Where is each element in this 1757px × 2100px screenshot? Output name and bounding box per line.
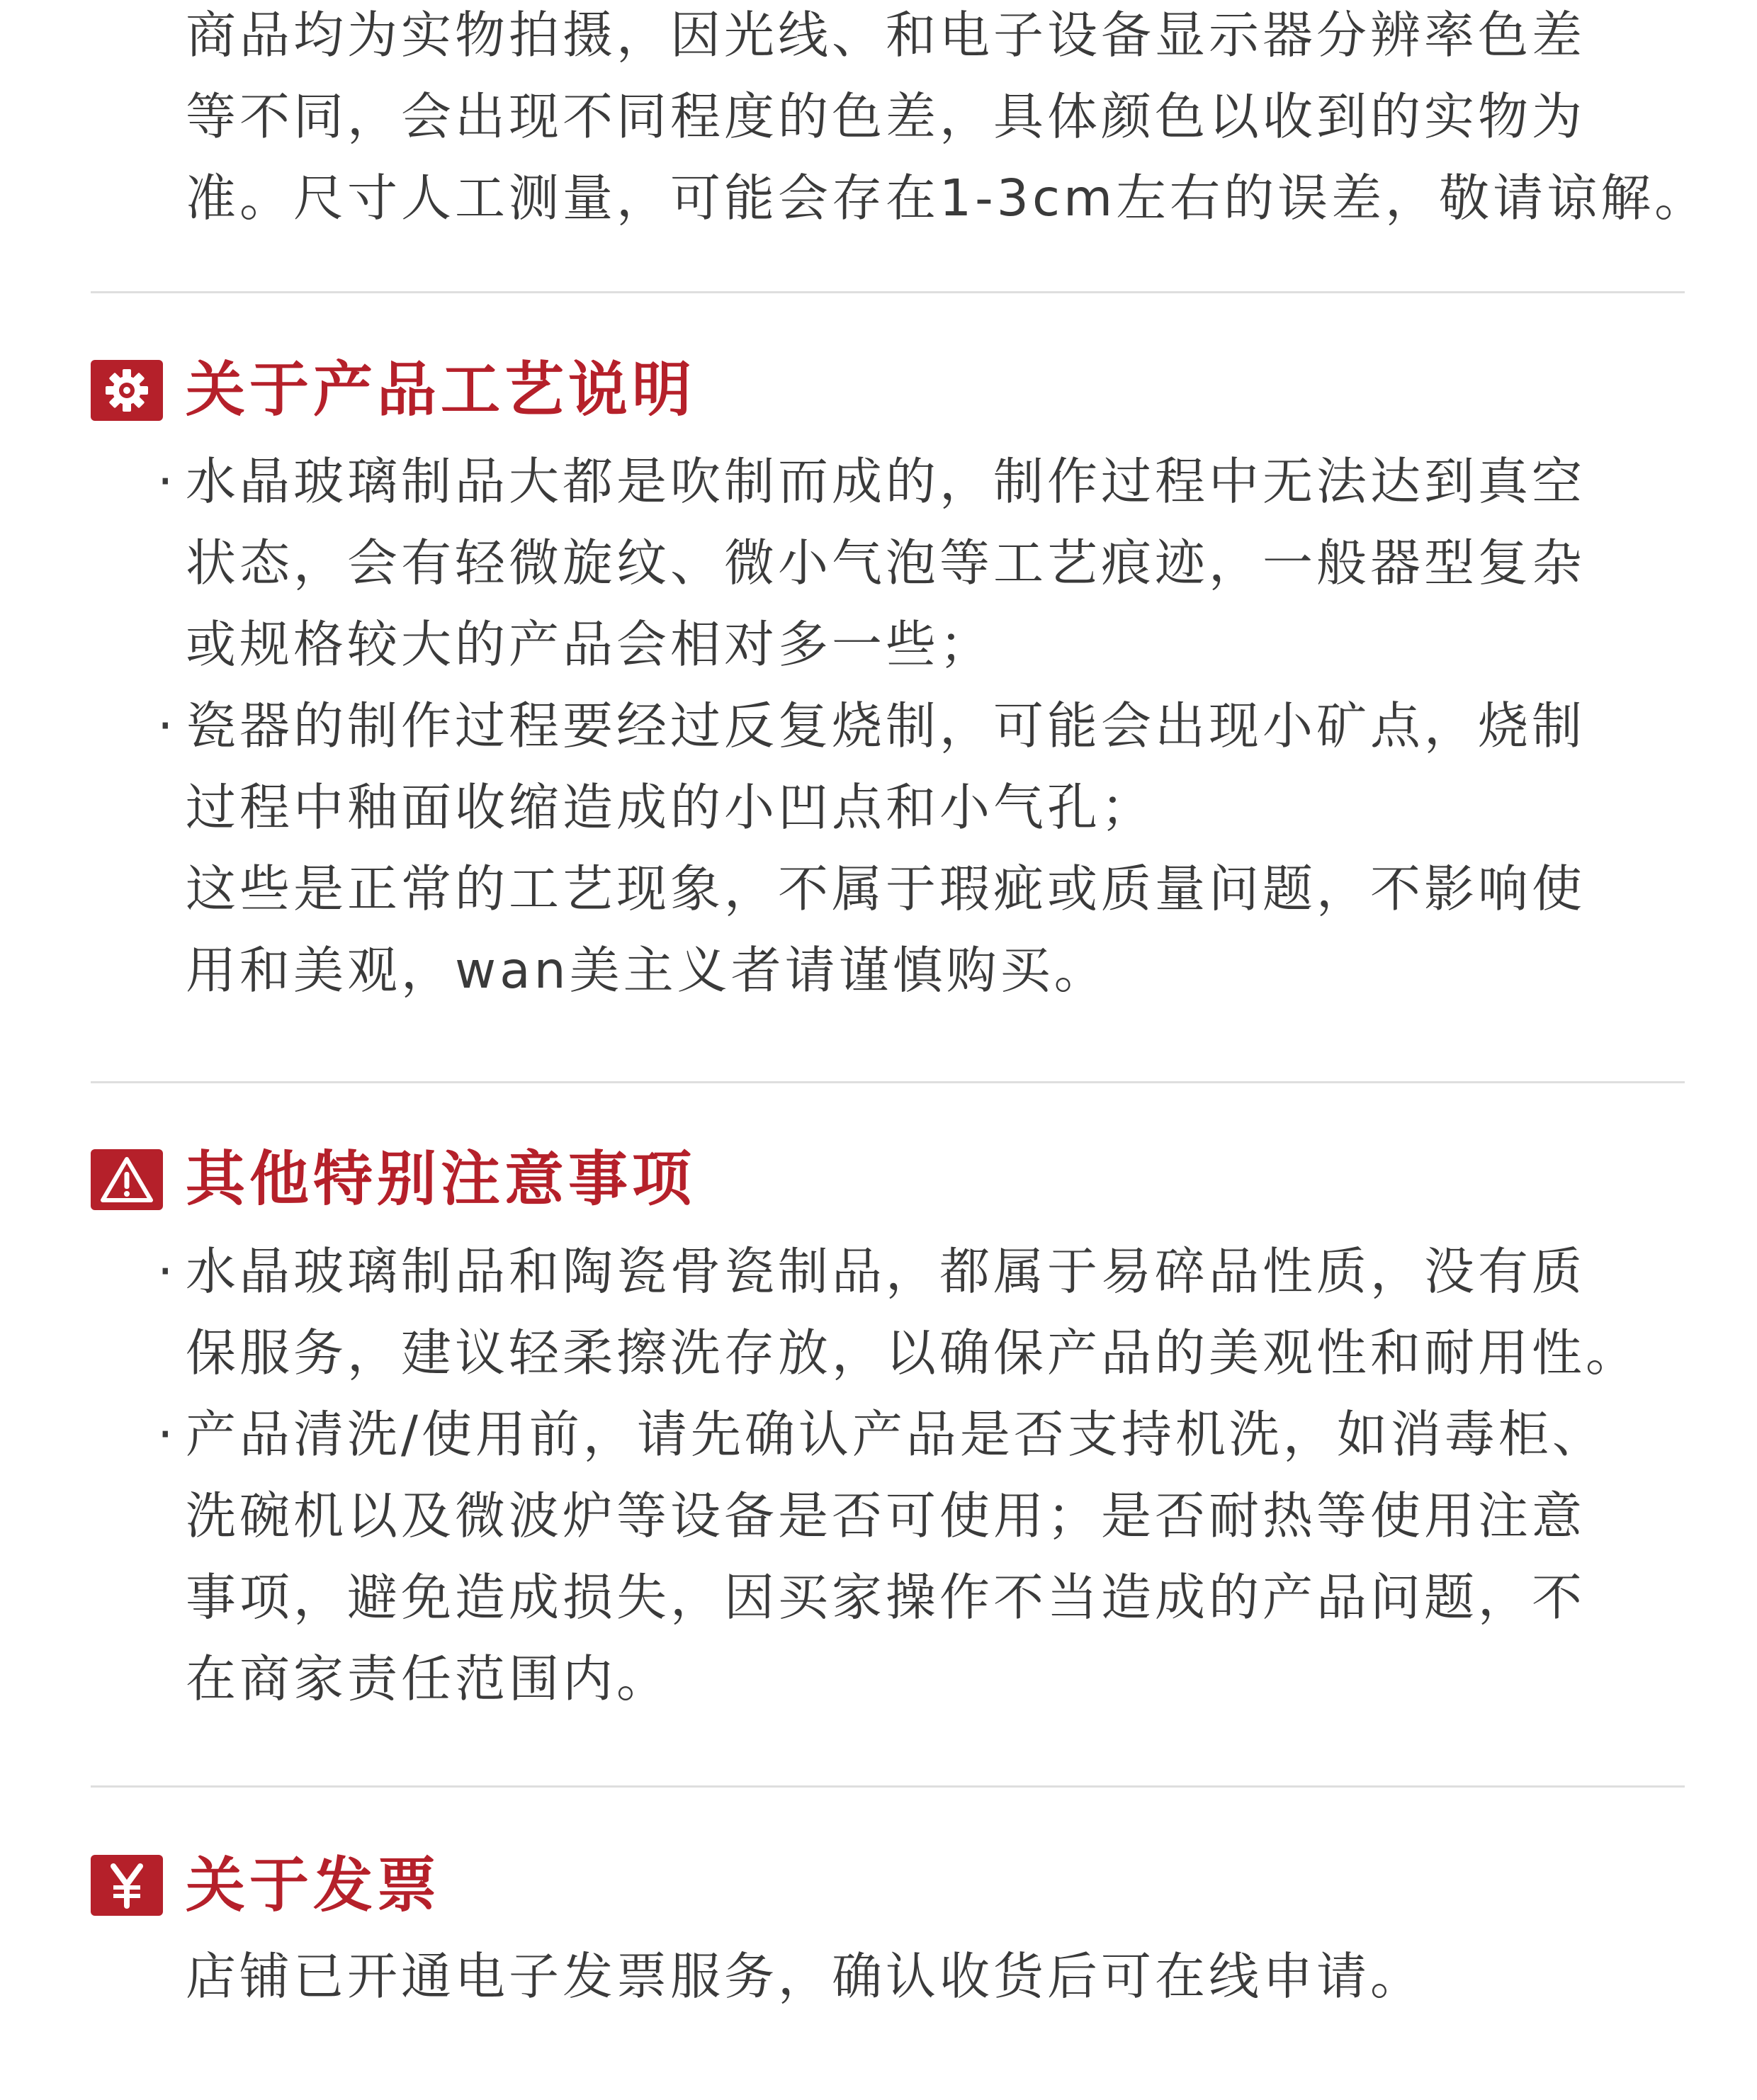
section-line: 在商家责任范围内。 <box>186 1649 671 1708</box>
warning-icon <box>91 1149 163 1210</box>
gear-icon <box>91 360 163 421</box>
bullet-marker: · <box>157 1405 174 1464</box>
section-title: 其他特别注意事项 <box>186 1144 696 1214</box>
section-line: 状态，会有轻微旋纹、微小气泡等工艺痕迹，一般器型复杂 <box>186 534 1586 592</box>
section-line: 水晶玻璃制品大都是吹制而成的，制作过程中无法达到真空 <box>186 452 1586 511</box>
section-line: 保服务，建议轻柔擦洗存放，以确保产品的美观性和耐用性。 <box>186 1323 1640 1382</box>
section-line: 瓷器的制作过程要经过反复烧制，可能会出现小矿点，烧制 <box>186 696 1586 755</box>
intro-line: 等不同，会出现不同程度的色差，具体颜色以收到的实物为 <box>186 87 1586 146</box>
yen-icon <box>91 1855 163 1916</box>
section-line: 或规格较大的产品会相对多一些； <box>186 615 994 674</box>
section-line: 水晶玻璃制品和陶瓷骨瓷制品，都属于易碎品性质，没有质 <box>186 1242 1586 1301</box>
section-line: 这些是正常的工艺现象，不属于瑕疵或质量问题，不影响使 <box>186 859 1586 918</box>
section-line: 过程中釉面收缩造成的小凹点和小气孔； <box>186 778 1156 837</box>
bullet-marker: · <box>157 696 174 755</box>
section-title: 关于产品工艺说明 <box>186 355 696 424</box>
section-line: 店铺已开通电子发票服务，确认收货后可在线申请。 <box>186 1947 1425 2006</box>
section-divider <box>91 1081 1685 1083</box>
section-line: 产品清洗/使用前，请先确认产品是否支持机洗，如消毒柜、 <box>186 1405 1606 1464</box>
section-divider <box>91 1785 1685 1788</box>
intro-line: 商品均为实物拍摄，因光线、和电子设备显示器分辨率色差 <box>186 6 1586 64</box>
section-line: 事项，避免造成损失，因买家操作不当造成的产品问题，不 <box>186 1568 1586 1627</box>
bullet-marker: · <box>157 1242 174 1301</box>
intro-line: 准。尺寸人工测量，可能会存在1-3cm左右的误差，敬请谅解。 <box>186 169 1709 227</box>
section-line: 用和美观，wan美主义者请谨慎购买。 <box>186 941 1108 1000</box>
section-line: 洗碗机以及微波炉等设备是否可使用；是否耐热等使用注意 <box>186 1486 1586 1545</box>
section-divider <box>91 291 1685 293</box>
bullet-marker: · <box>157 452 174 511</box>
section-title: 关于发票 <box>186 1851 441 1920</box>
